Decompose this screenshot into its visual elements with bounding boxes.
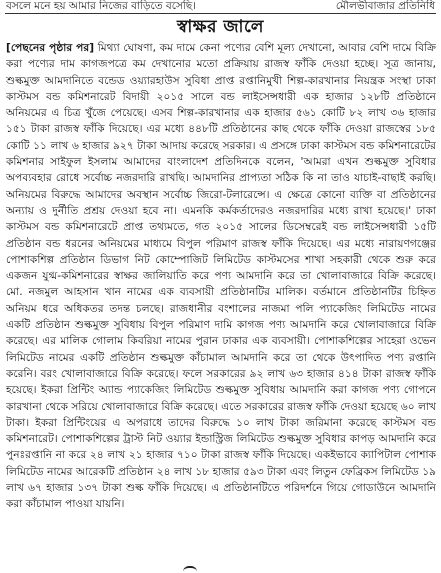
- column-divider: [5, 13, 436, 14]
- previous-article-text: বসলে মনে হয় আমার নিজের বাড়িতে বসেছি।: [6, 0, 197, 12]
- article-headline: স্বাক্ষর জালে: [177, 17, 264, 37]
- previous-article-byline: মৌলভীবাজার প্রতিনিধি: [335, 0, 435, 12]
- article-text: মিথ্যা ঘোষণা, কম দামে কেনা পণ্যের বেশি মূল্য দেখানো, আবার বেশি দামে বিক্রি করা পণ্যের দাম কাগজপত্রে কম দেখানোর মতো প্রক্রিয়ায় রাজস্ব ফাঁকি দেওয়া হচ্ছে। সূত্র জানায়, শুল্কমুক্ত আমদানিতে বন্ডেড ওয়্যারহাউস সুবিধা প্রাপ্ত রপ্তানিমুখী শিল্প-কারখানার নিয়ন্ত্রক সংস্থা ঢাকা কাস্টমস বন্ড কমিশনারেট বিদায়ী ২০১৫ সালে বন্ড লাইসেন্সধারী এক হাজার ১২৮টি প্রতিষ্ঠানে অনিয়মের এ চিত্র খুঁজে পেয়েছে। এসব শিল্প-কারখানার এক হাজার ৫৬১ কোটি ৮২ লাখ ৩৬ হাজার ১৫১ টাকা রাজস্ব ফাঁকি দিয়েছে। এর মধ্যে ৪৪৮টি প্রতিষ্ঠানের কাছ থেকে ফাঁকি দেওয়া রাজস্বের ১৮৫ কোটি ১১ লাখ ৬ হাজার ৯২৭ টাকা আদায় করেছে সরকার। এ প্রসঙ্গে ঢাকা কাস্টমস বন্ড কমিশনারেটের কমিশনার সাইফুল ইসলাম আমাদের বাংলাদেশ প্রতিদিনকে বলেন, 'আমরা এখন শুল্কমুক্ত সুবিধার অপব্যবহার রোধে সর্বোচ্চ নজরদারি রাখছি। আমদানির প্রাপ্যতা সঠিক কি না তাও যাচাই-বাছাই করছি। অনিয়মের বিরুদ্ধে আমাদের অবস্থান সর্বোচ্চ জিরো-টলারেন্সে। এ ক্ষেত্রে কোনো ব্যক্তি বা প্রতিষ্ঠানের অন্যায় ও দুর্নীতি প্রশ্রয় দেওয়া হবে না। এমনকি কর্মকর্তাদেরও নজরদারির মধ্যে রাখা হয়েছে।' ঢাকা কাস্টমস বন্ড কমিশনারেটে প্রাপ্ত তথ্যমতে, গত ২০১৫ সালের ডিসেম্বরেই বন্ড লাইসেন্সধারী ১৫টি প্রতিষ্ঠান বন্ড ধরনের অনিয়মের মাধ্যমে বিপুল পরিমাণ রাজস্ব ফাঁকি দিয়েছে। এর মধ্যে নারায়ণগঞ্জের পোশাকশিল্প প্রতিষ্ঠান ডিভাগ নিট কোম্পোজিট লিমিটেড কাস্টমসের শাখা সহকারী থেকে শুরু করে একজন যুগ্ম-কমিশনারের স্বাক্ষর জালিয়াতি করে পণ্য আমদানি করে তা খোলাবাজারে বিক্রি করেছে। মো. নজমুল আহসান খান নামের এক ব্যবসায়ী প্রতিষ্ঠানটির মালিক। বর্তমানে প্রতিষ্ঠানটির চিহ্নিত অনিয়ম ধরে অধিকতর তদন্ত চলছে। রাজধানীর বংশালের নাজমা পলি প্যাকেজিং লিমিটেড নামের একটি প্রতিষ্ঠান শুল্কমুক্ত সুবিধায় বিপুল পরিমাণ দামি কাগজ পণ্য আমদানি করে খোলাবাজারে বিক্রি করেছে। এর মালিক গোলাম কিবরিয়া নামের পুরান ঢাকার এক ব্যবসায়ী। পোশাকশিল্পের সাহেরা ওভেন লিমিটেড নামের একটি প্রতিষ্ঠান শুল্কমুক্ত কাঁচামাল আমদানি করে তা থেকে উৎপাদিত পণ্য রপ্তানি করেনি। বরং খোলাবাজারে বিক্রি করেছে। ফলে সরকারের ৯২ লাখ ৬৩ হাজার ৪১৪ টাকা রাজস্ব ফাঁকি হয়েছে। ইকরা প্রিন্টিং অ্যান্ড প্যাকেজিং লিমিটেড শুল্কমুক্ত সুবিধায় আমদানি করা কাগজ পণ্য গোপনে কারখানা থেকে সরিয়ে খোলাবাজারে বিক্রি করেছে। এতে সরকারের রাজস্ব ফাঁকি দেওয়া হয়েছে ৬০ লাখ টাকা। ইকরা প্রিন্টিংয়ের এ অপরাধে তাদের বিরুদ্ধে ১০ লাখ টাকা জরিমানা করেছে কাস্টমস বন্ড কমিশনারেট। পোশাকশিল্পের ট্রাস্ট নিট ওয়্যার ইন্ডাস্ট্রিজ লিমিটেড শুল্কমুক্ত সুবিধার কাপড় আমদানি করে পুনঃরপ্তানি না করে ২৪ লাখ ২১ হাজার ৭১০ টাকা রাজস্ব ফাঁকি দিয়েছে। একইভাবে ক্যাপিটাল পোশাক লিমিটেড নামের আরেকটি প্রতিষ্ঠান ২৪ লাখ ১৮ হাজার ৫৯৩ টাকা এবং লিতুন ফেব্রিকস লিমিটেড ১৯ লাখ ৬৭ হাজার ১৩৭ টাকা শুল্ক ফাঁকি দিয়েছে। এ প্রতিষ্ঠানটিতে পরিদর্শনে গিয়ে গোডাউনে আমদানি করা কাঁচামাল পাওয়া যায়নি।: [6, 42, 436, 511]
- cutoff-text-fragment: [183, 566, 197, 573]
- article-paragraph: [6, 40, 436, 513]
- article-body: [6, 40, 436, 560]
- previous-article-strip: [0, 0, 441, 13]
- continued-from-label: [পেছনের পৃষ্ঠার পর]: [6, 42, 95, 54]
